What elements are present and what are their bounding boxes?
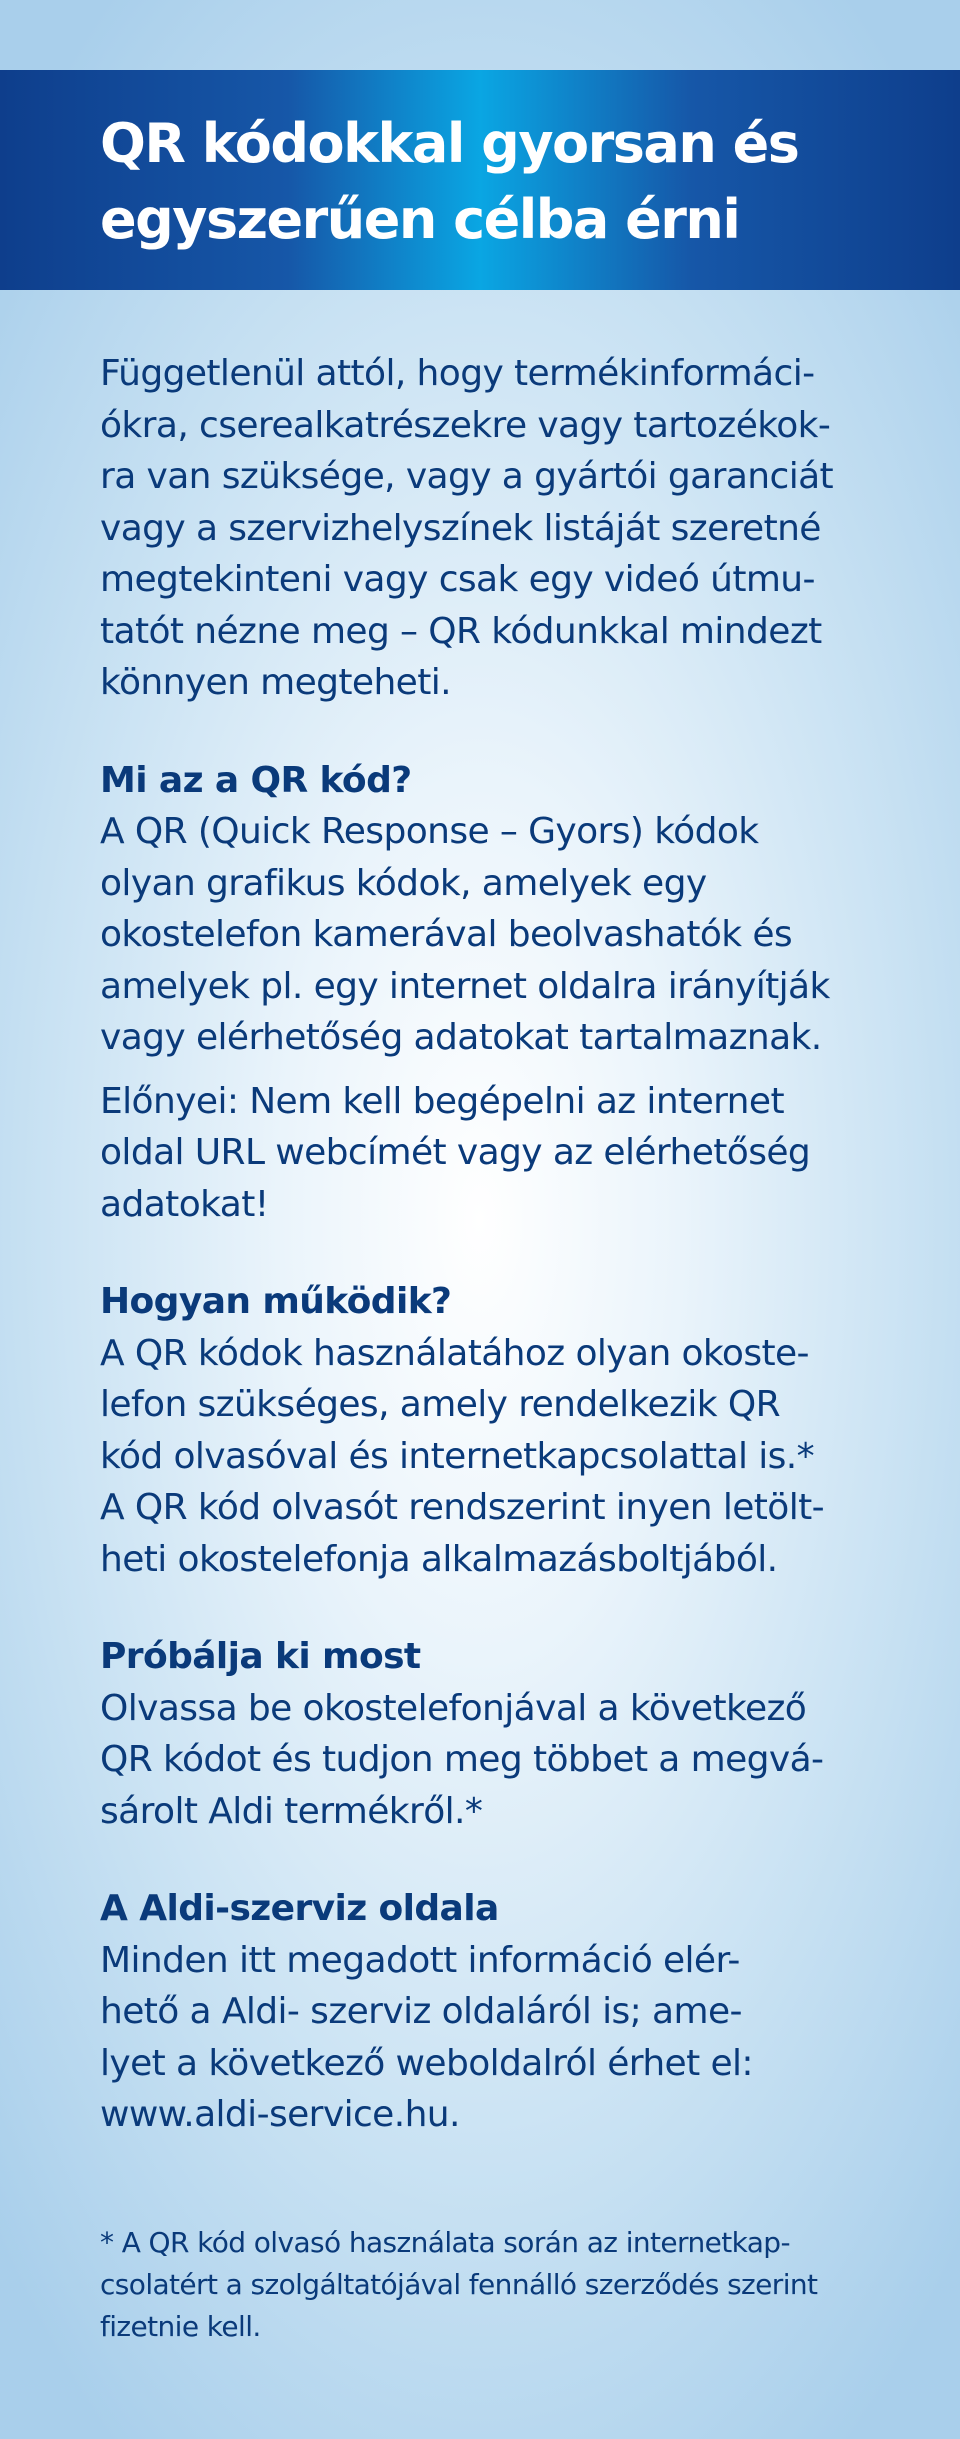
section-paragraph: A QR (Quick Response – Gyors) kódok olyan grafikus kódok, amelyek egy okostelefon kamerával beolvashatók és amelyek pl. egy internet oldalra irányítják vagy elérhetőség adatokat tartalmaznak. [100,811,830,1058]
section-heading: Mi az a QR kód? [100,759,412,801]
section-try-now [100,1631,880,1837]
title-banner [0,70,960,290]
section-how-it-works [100,1276,880,1585]
section-paragraph: A QR kódok használatához olyan okoste- lefon szükséges, amely rendelkezik QR kód olvasóval és internetkapcsolattal is.* A QR kód olvasót rendszerint inyen letölt- heti okostelefonja alkalmazásboltjából. [100,1332,825,1580]
section-heading: Hogyan működik? [100,1281,452,1322]
section-what-is-qr [100,755,880,1231]
footnote: * A QR kód olvasó használata során az internetkap- csolatért a szolgáltatójával fennálló szerződés szerint fizetnie kell. [100,2226,818,2343]
section-paragraph: Előnyei: Nem kell begépelni az internet oldal URL webcímét vagy az elérhetőség adatokat! [100,1080,811,1225]
section-service-site [100,1883,880,2141]
page-title: QR kódokkal gyorsan és egyszerűen célba érni [100,112,799,251]
main-content [100,348,880,2187]
section-heading: Próbálja ki most [100,1636,421,1677]
intro-paragraph: Függetlenül attól, hogy termékinformáci- ókra, cserealkatrészekre vagy tartozékok- ra van szüksége, vagy a gyártói garanciát vagy a szervizhelyszínek listáját szeretné megtekinteni vagy csak egy videó útmu- tatót nézne meg – QR kódunkkal mindezt könnyen megteheti. [100,353,834,703]
section-paragraph: Minden itt megadott információ elér- hető a Aldi- szerviz oldaláról is; ame- lyet a következő weboldalról érhet el: www.aldi-service.hu. [100,1939,753,2135]
section-heading: A Aldi-szerviz oldala [100,1888,499,1929]
section-paragraph: Olvassa be okostelefonjával a következő QR kódot és tudjon meg többet a megvá- sárolt Aldi termékről.* [100,1687,824,1832]
